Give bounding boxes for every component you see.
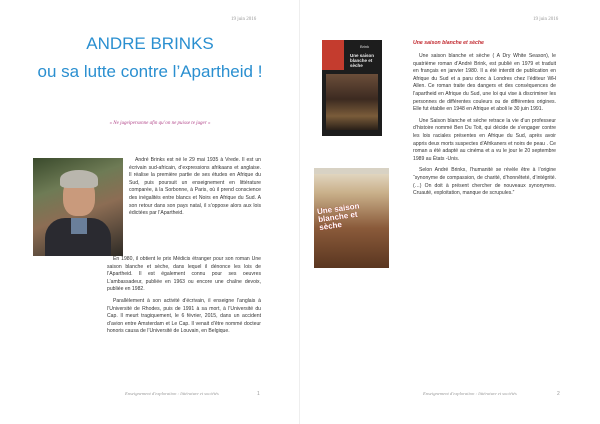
book-author: Brink <box>360 44 370 49</box>
paragraph: Une Saison blanche et sèche retrace la vie d’un professeur d’histoire nommé Ben Du Toit, qui décide de s’engager contre les lois raciales présentes en Afrique du Sud, après avoir appris deux morts suspectes d’Afrikaners et noirs de peau . Ce roman a été adapté au cinéma et a vu le jour le 20 septembre 1989 au États -Unis. <box>413 117 556 162</box>
paragraph: Une saison blanche et sèche ( A Dry White Season), le quatrième roman d’André Brink, est publié en 1979 et traduit en français en janvier 1980. Il a été interdit de publication en Afrique du Sud et a paru donc à Londres chez l’éditeur WH Allen. Ce roman traite des dangers et des conséquences de l’apartheid en Afrique du Sud, une loi qui vise à discriminer les personnes de différentes couleurs ou de différentes origines. Elle fut établie en 1948 en Afrique et aboli le 30 juin 1991. <box>413 53 556 113</box>
right-page <box>300 0 600 424</box>
paragraph: Parallèlement à son activité d’écrivain, il enseigne l’anglais à l’Université de Rhodes, puis de 1991 à sa mort, à l’Université du Cap. Il meurt tragiquement, le 6 février, 2015, dans un accident d’avion entre Amsterdam et Le Cap. Il venait d’être nommé docteur honoris causa de l’Université de Louvain, en Belgique. <box>107 297 261 335</box>
article-title: ANDRE BRINKS <box>86 34 214 53</box>
book-title: Une saison blanche et sèche <box>350 53 375 68</box>
paragraph: André Brinks est né le 29 mai 1935 à Vrede. Il est un écrivain sud-africain, d’expressions afrikaans et anglaise. Il réalise la première partie de ses études en Afrique du Sud, puis poursuit un enseignement en littérature comparée, à la Sorbonne, à Paris, où il prend conscience des inégalités entre blancs et Noirs en Afrique du Sud. A son retour dans son pays natal, il s’oppose alors aux lois édictées par l’Apartheid. <box>129 157 261 217</box>
paragraph: En 1980, il obtient le prix Médicis étranger pour son roman Une saison blanche et sèche, dans lequel il dénonce les lois de l’Apartheid. Il est également connu pour ses oeuvres L’ambassadeur, publiée en 1963 ou encore une chaîne devoix, publiée en 1982. <box>107 256 261 293</box>
biography-text-continued <box>107 256 261 340</box>
biography-text <box>129 157 261 222</box>
page-number: 1 <box>257 391 260 397</box>
page-footer: Enseignement d'exploration : littérature et sociétés <box>125 391 219 396</box>
poster-title: Une saison blanche et sèche <box>316 201 361 233</box>
section-title: Une saison blanche et sèche <box>413 40 484 46</box>
page-number: 2 <box>557 391 560 397</box>
book-cover-image <box>322 40 382 136</box>
film-poster-image <box>314 168 389 268</box>
epigraph-quote: « Ne jugeipersonne afin qu’on ne puisse te juger » <box>109 121 211 126</box>
page-footer: Enseignement d'exploration : littérature et sociétés <box>423 391 517 396</box>
author-portrait <box>33 158 123 256</box>
article-subtitle: ou sa lutte contre l’Apartheid ! <box>37 62 263 81</box>
page-date: 19 juin 2016 <box>231 17 257 22</box>
paragraph: Selon André Brinks, l’humanité se révèle être à l’origine “synonyme de compassion, de charité, d’honnêteté, d’intégrité. (…) On doit à présent chercher de nouveaux synonymes. Cruauté, exploitation, manque de scrupules.” <box>413 167 556 197</box>
page-date: 19 juin 2016 <box>533 17 559 22</box>
book-description-text <box>413 53 556 202</box>
